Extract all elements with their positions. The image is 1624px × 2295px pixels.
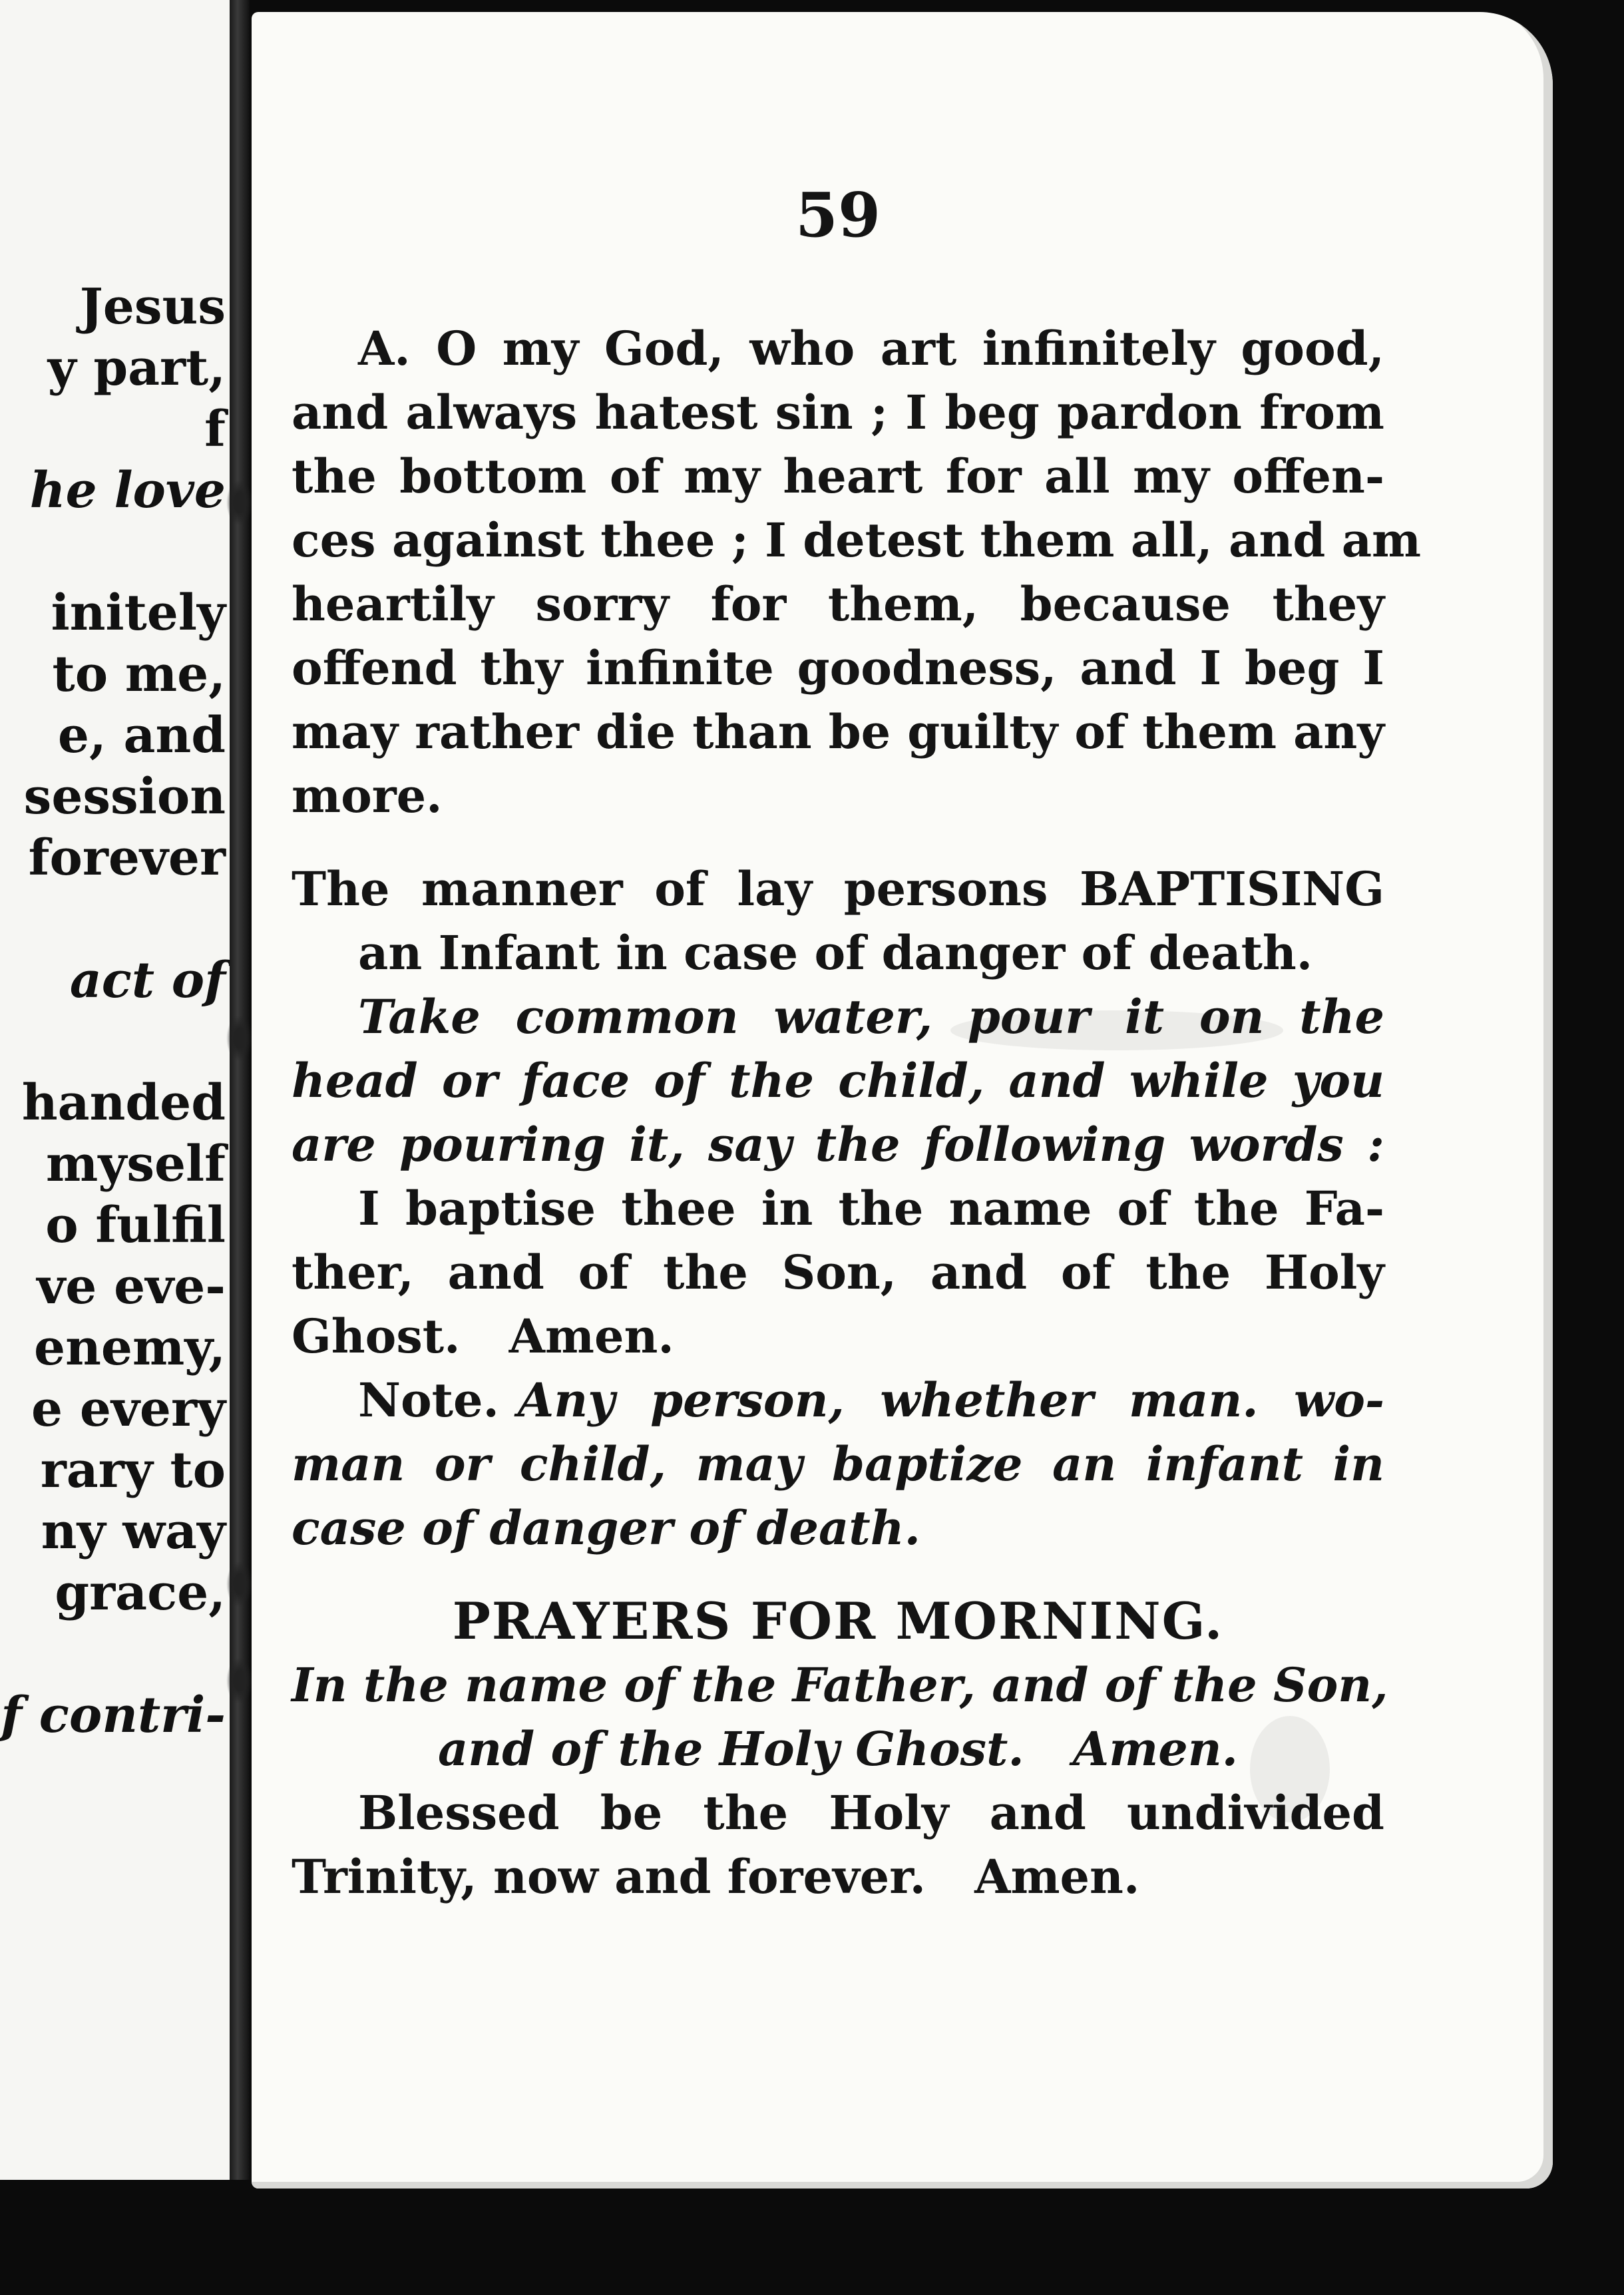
left-page-line: enemy, [34, 1319, 226, 1376]
trinity-line: Blessed be the Holy and undivided [358, 1785, 1384, 1840]
left-page-line: ny way [41, 1503, 226, 1560]
book-spine [230, 0, 250, 2180]
left-page-line [0, 889, 226, 950]
spine-stitch [226, 1561, 253, 1607]
left-page-line: myself [46, 1136, 226, 1193]
note-text: man or child, may baptize an infant in [292, 1436, 1384, 1492]
left-page-line [0, 521, 226, 582]
baptism-formula: Ghost. Amen. [292, 1309, 674, 1364]
left-page-text [0, 276, 226, 1746]
morning-prayers-heading: PRAYERS FOR MORNING. [452, 1591, 1224, 1651]
sign-of-cross-line: In the name of the Father, and of the Son, [292, 1657, 1388, 1713]
left-page-line: o fulfil [45, 1197, 226, 1254]
left-page-line: f contri- [1, 1687, 226, 1744]
baptism-instruction: head or face of the child, and while you [292, 1053, 1384, 1108]
contrition-line: heartily sorry for them, because they [292, 576, 1384, 632]
left-page-line: e every [31, 1380, 226, 1438]
contrition-line: ces against thee ; I detest them all, and am [292, 513, 1422, 568]
note-first-line [292, 1368, 1384, 1432]
left-page-line: to me, [52, 646, 226, 703]
page-number: 59 [795, 179, 881, 251]
left-page-line: grace, [55, 1564, 226, 1621]
baptism-instruction: are pouring it, say the following words : [292, 1117, 1384, 1172]
note-text: Any person, whether man. wo- [517, 1372, 1384, 1428]
left-page-fragment [0, 0, 243, 2180]
left-page-line: initely [51, 584, 226, 642]
left-page-line: session [23, 768, 226, 825]
left-page-line: e, and [57, 707, 226, 764]
left-page-line: rary to [40, 1442, 226, 1499]
contrition-line: and always hatest sin ; I beg pardon from [292, 385, 1384, 440]
baptism-formula: I baptise thee in the name of the Fa- [358, 1181, 1384, 1236]
baptism-formula: ther, and of the Son, and of the Holy [292, 1245, 1384, 1300]
contrition-line: the bottom of my heart for all my offen- [292, 449, 1384, 504]
left-page-line [0, 1623, 226, 1685]
note-label: Note. [358, 1372, 499, 1428]
baptism-heading: The manner of lay persons BAPTISING [292, 861, 1384, 917]
left-page-line: f [204, 401, 226, 458]
contrition-line: more. [292, 768, 443, 823]
left-page-line: y part, [47, 339, 226, 397]
left-page-line: ve eve- [37, 1258, 226, 1315]
contrition-line: may rather die than be guilty of them any [292, 704, 1384, 759]
left-page-line: handed [21, 1074, 226, 1132]
left-page-line: Jesus [79, 278, 226, 335]
left-page-line: forever [28, 829, 226, 887]
note-text: case of danger of death. [292, 1500, 920, 1556]
contrition-line: A. O my God, who art infinitely good, [358, 321, 1384, 376]
baptism-heading: an Infant in case of danger of death. [358, 925, 1313, 980]
left-page-line: act of [69, 952, 226, 1009]
spine-stitch [226, 1015, 253, 1062]
baptism-instruction: Take common water, pour it on the [358, 989, 1384, 1044]
trinity-line: Trinity, now and forever. Amen. [292, 1849, 1140, 1904]
spine-stitch [226, 479, 253, 526]
sign-of-cross-line: and of the Holy Ghost. Amen. [437, 1721, 1239, 1776]
left-page-line: he love [29, 462, 226, 519]
spine-stitch [226, 1657, 253, 1704]
contrition-line: offend thy infinite goodness, and I beg I [292, 640, 1384, 696]
right-page [252, 12, 1553, 2189]
left-page-line [0, 1011, 226, 1072]
